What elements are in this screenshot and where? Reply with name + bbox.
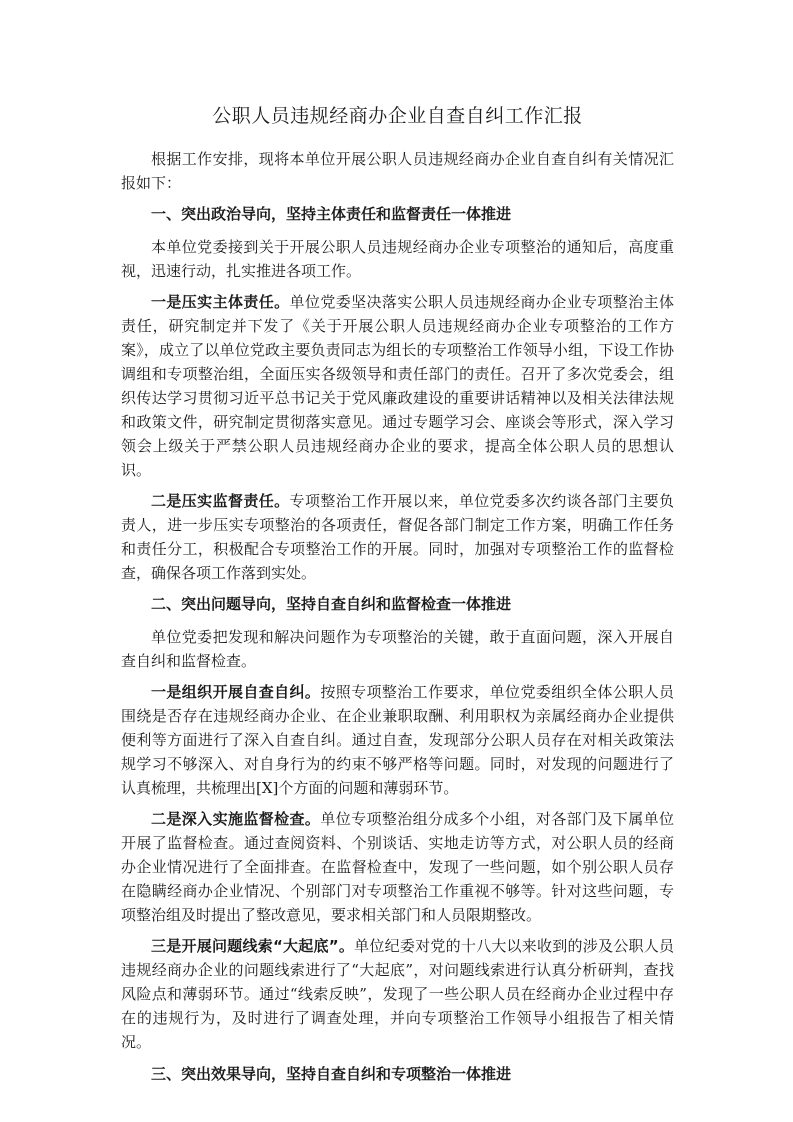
- section-2-item-2: [121, 807, 674, 927]
- section-2-item-3-text: 单位纪委对党的十八大以来收到的涉及公职人员违规经商办企业的问题线索进行了“大起底”，对问题线索进行认真分析研判，查找风险点和薄弱环节。通过“线索反映”，发现了一些公职人员在经商办企业过程中存在的违规行为，及时进行了调查处理，并向专项整治工作领导小组报告了相关情况。: [121, 937, 674, 1051]
- section-2-item-1-text: 按照专项整治工作要求，单位党委组织全体公职人员围绕是否存在违规经商办企业、在企业兼职取酬、利用职权为亲属经商办企业提供便利等方面进行了深入自查自纠。通过自查，发现部分公职人员存在对相关政策法规学习不够深入、对自身行为的约束不够严格等问题。同时，对发现的问题进行了认真梳理，共梳理出[X]个方面的问题和薄弱环节。: [121, 683, 674, 797]
- section-2-item-3-lead: 三是开展问题线索“大起底”。: [151, 937, 355, 955]
- section-1-item-1: [121, 290, 674, 482]
- section-1-intro: 本单位党委接到关于开展公职人员违规经商办企业专项整治的通知后，高度重视，迅速行动，扎实推进各项工作。: [121, 238, 674, 280]
- document-page: [121, 102, 674, 1095]
- section-1-item-1-lead: 一是压实主体责任。: [151, 293, 290, 311]
- section-3-heading: 三、突出效果导向，坚持自查自纠和专项整治一体推进: [151, 1065, 512, 1083]
- intro-paragraph: 根据工作安排，现将本单位开展公职人员违规经商办企业自查自纠有关情况汇报如下：: [121, 150, 674, 192]
- section-2-heading: 二、突出问题导向，坚持自查自纠和监督检查一体推进: [151, 595, 512, 613]
- section-1-item-1-text: 单位党委坚决落实公职人员违规经商办企业专项整治主体责任，研究制定并下发了《关于开展公职人员违规经商办企业专项整治的工作方案》，成立了以单位党政主要负责同志为组长的专项整治工作领导小组，下设工作协调组和专项整治组，全面压实各级领导和责任部门的责任。召开了多次党委会，组织传达学习贯彻习近平总书记关于党风廉政建设的重要讲话精神以及相关法律法规和政策文件，研究制定贯彻落实意见。通过专题学习会、座谈会等形式，深入学习领会上级关于严禁公职人员违规经商办企业的要求，提高全体公职人员的思想认识。: [121, 293, 674, 479]
- section-1-item-2: [121, 489, 674, 585]
- section-1-item-2-lead: 二是压实监督责任。: [151, 492, 290, 510]
- section-2-intro: 单位党委把发现和解决问题作为专项整治的关键，敢于直面问题，深入开展自查自纠和监督检查。: [121, 628, 674, 670]
- section-1-item-2-text: 专项整治工作开展以来，单位党委多次约谈各部门主要负责人，进一步压实专项整治的各项责任，督促各部门制定工作方案，明确工作任务和责任分工，积极配合专项整治工作的开展。同时，加强对专项整治工作的监督检查，确保各项工作落到实处。: [121, 492, 674, 582]
- section-2-item-3: [121, 934, 674, 1054]
- section-2-item-1-lead: 一是组织开展自查自纠。: [151, 683, 321, 701]
- section-2-item-1: [121, 680, 674, 800]
- section-2-item-2-lead: 二是深入实施监督检查。: [151, 810, 321, 828]
- section-1-heading: 一、突出政治导向，坚持主体责任和监督责任一体推进: [151, 205, 512, 223]
- section-2-item-2-text: 单位专项整治组分成多个小组，对各部门及下属单位开展了监督检查。通过查阅资料、个别谈话、实地走访等方式，对公职人员的经商办企业情况进行了全面排查。在监督检查中，发现了一些问题，如个别公职人员存在隐瞒经商办企业情况、个别部门对专项整治工作重视不够等。针对这些问题，专项整治组及时提出了整改意见，要求相关部门和人员限期整改。: [121, 810, 674, 924]
- document-title: 公职人员违规经商办企业自查自纠工作汇报: [212, 105, 583, 127]
